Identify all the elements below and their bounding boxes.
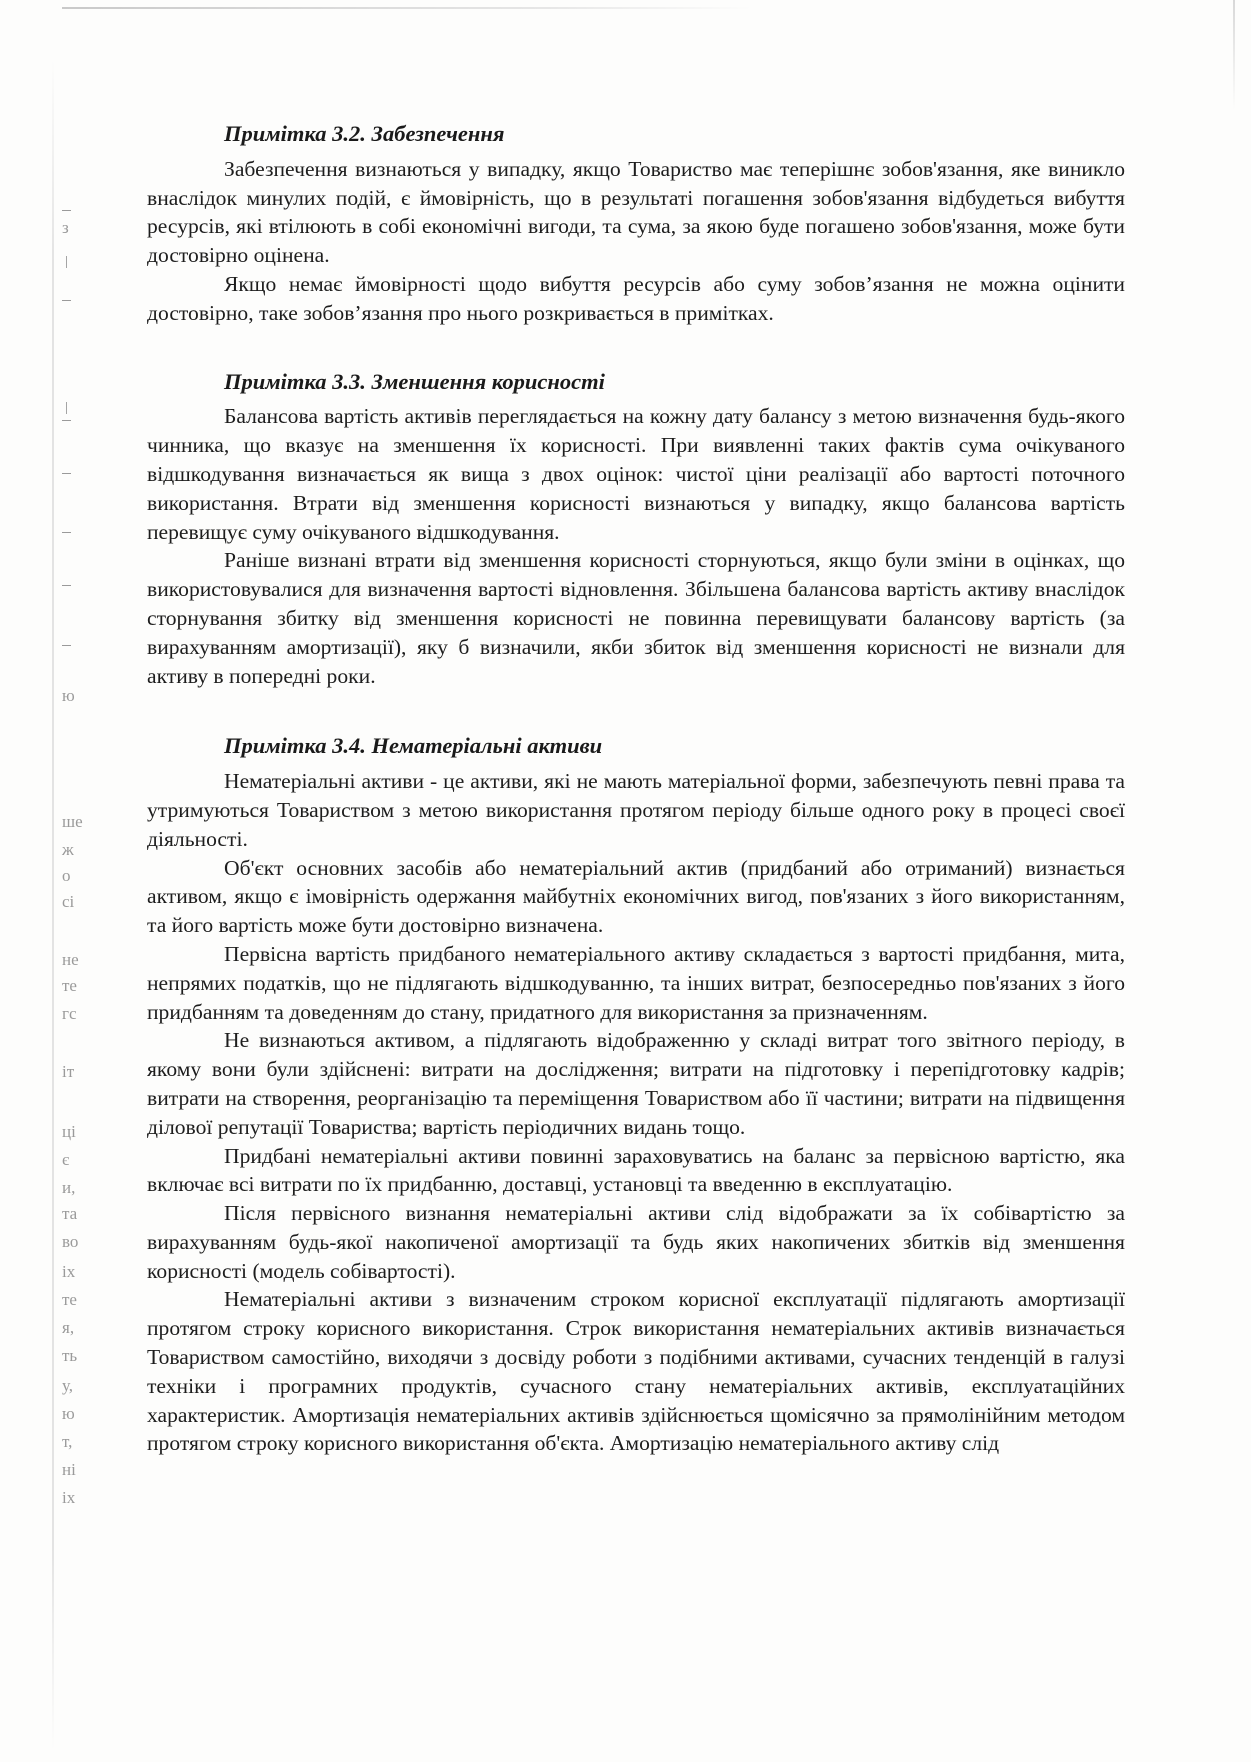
bleed-fragment: у, [62, 1376, 74, 1395]
bleed-fragment: гс [62, 1004, 77, 1023]
document-body [147, 120, 1125, 1458]
paragraph: Не визнаються активом, а підлягають відображенню у складі витрат того звітного періоду, в якому вони були здійснені: витрати на дослідження; витрати на підготовку і перепідготовку кадрів; витрати на створення, реорганізацію та переміщення Товариством або її частини; витрати на підвищення ділової репутації Товариства; вартість періодичних видань тощо. [147, 1028, 1125, 1139]
bleed-fragment: т, [62, 1432, 73, 1451]
bleed-tick [62, 420, 71, 421]
bleed-fragment: те [62, 976, 77, 995]
bleed-fragment: є [62, 1150, 70, 1169]
bleed-fragment: ю [62, 1404, 75, 1423]
bleed-fragment: іх [62, 1488, 76, 1507]
bleed-tick [62, 645, 71, 646]
bleed-fragment: ть [62, 1346, 78, 1365]
paragraph: Забезпечення визнаються у випадку, якщо Товариство має теперішнє зобов'язання, яке виникло внаслідок минулих подій, є ймовірність, що в результаті погашення зобов'язання відбудеться вибуття ресурсів, які втілюють в собі економічні вигоди, та сума, за якою буде погашено зобов'язання, може бути достовірно оцінена. [147, 156, 1125, 268]
bleed-fragment: з [62, 218, 69, 237]
paragraph: Придбані нематеріальні активи повинні зараховуватись на баланс за первісною вартістю, яка включає всі витрати по їх придбанню, доставці, установці та введенню в експлуатацію. [147, 1143, 1125, 1197]
section-heading: Примітка 3.4. Нематеріальні активи [224, 733, 603, 759]
section-heading: Примітка 3.2. Забезпечення [224, 121, 505, 146]
bleed-fragment: іт [62, 1062, 75, 1081]
paragraph: Після первісного визнання нематеріальні активи слід відображати за їх собівартістю за вирахуванням будь-якої накопиченої амортизації та будь яких накопичених збитків від зменшення корисності (модель собівартості). [147, 1201, 1125, 1283]
section-impairment [147, 368, 1125, 691]
section-spacer [147, 328, 1125, 368]
bleed-fragment: я, [62, 1318, 75, 1337]
paragraph: Первісна вартість придбаного нематеріального активу складається з вартості придбання, мита, непрямих податків, що не підлягають відшкодуванню, та інших витрат, безпосередньо пов'язаних з його придбанням та доведенням до стану, придатного для використання за призначенням. [147, 941, 1125, 1024]
bleed-fragment: ю [62, 686, 75, 705]
bleed-fragment: та [62, 1204, 78, 1223]
bleed-fragment: не [62, 950, 79, 969]
bleed-fragment: іх [62, 1262, 76, 1281]
scan-right-edge [1233, 0, 1235, 110]
bleed-fragment: во [62, 1232, 79, 1251]
paragraph: Балансова вартість активів переглядається на кожну дату балансу з метою визначення будь-якого чинника, що вказує на зменшення їх корисності. При виявленні таких фактів сума очікуваного відшкодування визначається як вища з двох оцінок: чистої ціни реалізації або вартості поточного використання. Втрати від зменшення корисності визнаються у випадку, якщо балансова вартість перевищує суму очікуваного відшкодування. [147, 404, 1125, 544]
paragraph: Якщо немає ймовірності щодо вибуття ресурсів або суму зобов’язання не можна оцінити достовірно, таке зобов’язання про нього розкривається в примітках. [147, 271, 1125, 325]
paragraph: Нематеріальні активи - це активи, які не мають матеріальної форми, забезпечують певні права та утримуються Товариством з метою використання протягом періоду більше одного року в процесі своєї діяльності. [147, 769, 1125, 851]
bleed-tick [62, 473, 71, 474]
bleed-fragment: и, [62, 1178, 76, 1197]
section-spacer [147, 690, 1125, 732]
paragraph: Раніше визнані втрати від зменшення корисності сторнуються, якщо були зміни в оцінках, що використовувалися для визначення вартості відновлення. Збільшена балансова вартість активу внаслідок сторнування збитку від зменшення корисності не повинна перевищувати балансову вартість (за вирахуванням амортизації), яку б визначили, якби збиток від зменшення корисності не визнали для активу в попередні роки. [147, 548, 1125, 688]
bleed-tick [62, 585, 71, 586]
paragraph: Нематеріальні активи з визначеним строком корисної експлуатації підлягають амортизації протягом строку корисного використання. Строк використання нематеріальних активів визначається Товариством самостійно, виходячи з досвіду роботи з подібними активами, сучасних тенденцій в галузі техніки і програмних продуктів, сучасного стану нематеріальних активів, експлуатаційних характеристик. Амортизація нематеріальних активів здійснюється щомісячно за прямолінійним методом протягом строку корисного використання об'єкта. Амортизацію нематеріального активу слід [147, 1287, 1125, 1456]
bleed-fragment: ж [62, 840, 74, 859]
bleed-tick [62, 532, 71, 533]
bleed-tick [62, 210, 71, 211]
section-intangible-assets [147, 732, 1125, 1458]
bleed-fragment: те [62, 1290, 77, 1309]
bleed-tick [66, 256, 67, 268]
section-heading: Примітка 3.3. Зменшення корисності [224, 368, 605, 394]
bleed-tick [62, 300, 71, 301]
bleed-fragment: сі [62, 892, 75, 911]
section-provisions [147, 120, 1125, 328]
bleed-fragment: о [62, 866, 71, 885]
bleed-fragment: ні [62, 1460, 76, 1479]
bleed-tick [66, 402, 67, 414]
bleed-fragment: ше [62, 812, 83, 831]
bleed-fragment: ці [62, 1122, 76, 1141]
scan-top-edge [62, 7, 752, 9]
paragraph: Об'єкт основних засобів або нематеріальний актив (придбаний або отриманий) визнається активом, якщо є імовірність одержання майбутніх економічних вигод, пов'язаних з його використанням, та його вартість може бути достовірно визначена. [147, 855, 1125, 938]
facing-page-bleed [0, 0, 90, 1762]
